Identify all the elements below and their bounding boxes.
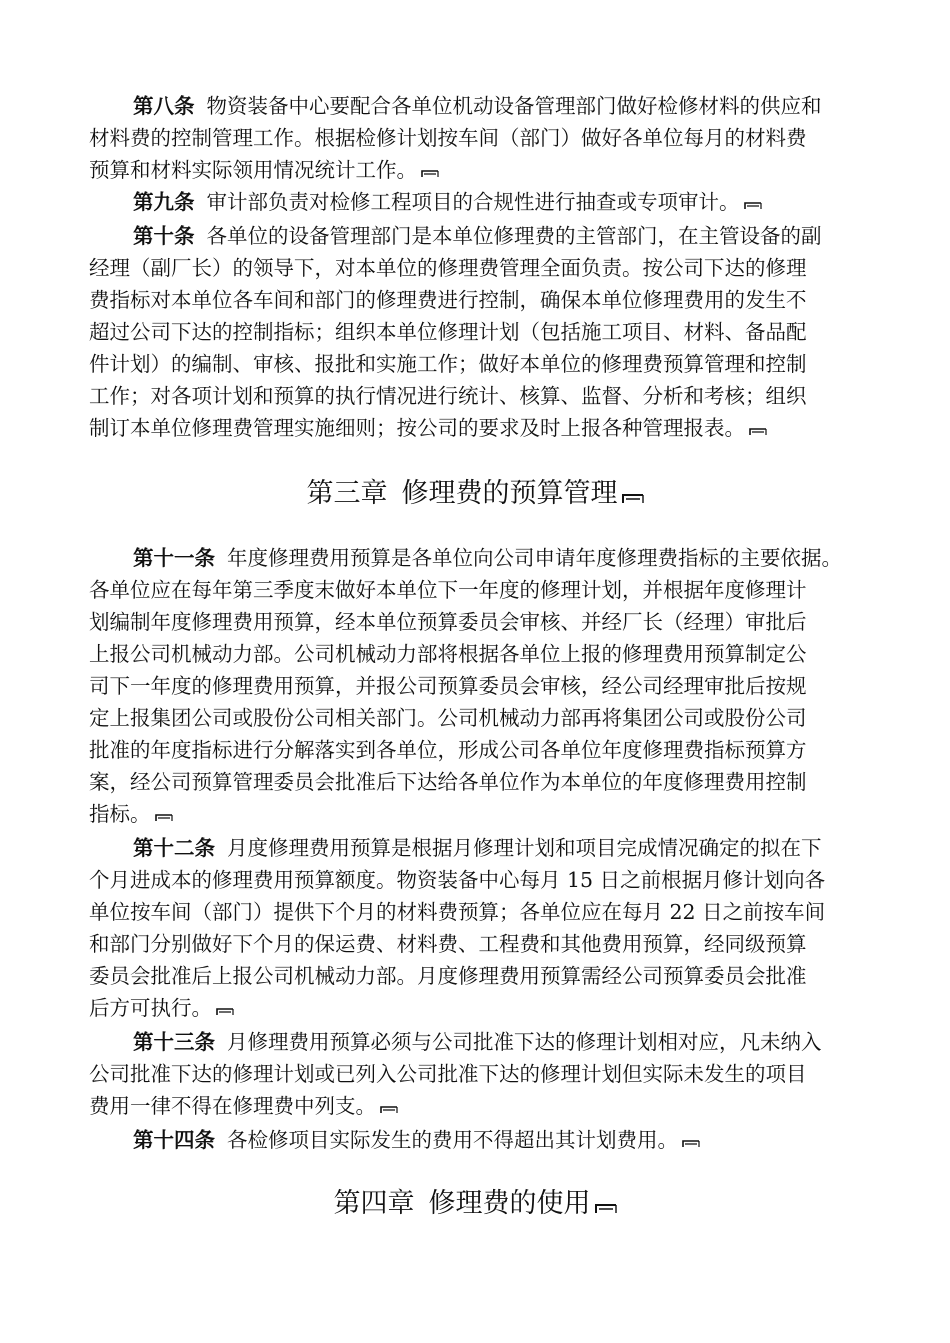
article-11-line-5: [89, 670, 869, 702]
chapter-3-number: 第三章: [306, 478, 388, 509]
article-11-line-3: [89, 606, 869, 638]
article-12-line-4: [89, 928, 869, 960]
article-10-line-5: [89, 348, 869, 380]
article-11-line-9: [89, 798, 869, 830]
paragraph-mark-icon: [421, 169, 439, 178]
article-12-line-1: [133, 832, 913, 864]
article-9-label: 第九条: [133, 190, 195, 214]
article-12-line-5: [89, 960, 869, 992]
article-14-line-1: [133, 1124, 913, 1156]
article-11-text: 年度修理费用预算是各单位向公司申请年度修理费指标的主要依据。: [227, 546, 842, 570]
article-11-label: 第十一条: [133, 546, 215, 570]
article-11-text: 批准的年度指标进行分解落实到各单位，形成公司各单位年度修理费指标预算方: [89, 738, 807, 762]
article-8-text: 预算和材料实际领用情况统计工作。: [89, 158, 417, 182]
article-12-text: 和部门分别做好下个月的保运费、材料费、工程费和其他费用预算，经同级预算: [89, 932, 807, 956]
chapter-3-title: 修理费的预算管理: [401, 478, 618, 509]
article-10-line-2: [89, 252, 869, 284]
article-10-line-4: [89, 316, 869, 348]
paragraph-mark-icon: [749, 427, 767, 436]
article-10-label: 第十条: [133, 224, 195, 248]
article-9-line-1: [133, 186, 913, 218]
chapter-4-title: 修理费的使用: [428, 1188, 591, 1219]
article-13-text: 月修理费用预算必须与公司批准下达的修理计划相对应，凡未纳入: [227, 1030, 822, 1054]
article-12-line-2: [89, 864, 869, 896]
paragraph-mark-icon: [682, 1139, 700, 1148]
article-8-text: 物资装备中心要配合各单位机动设备管理部门做好检修材料的供应和: [206, 94, 822, 118]
article-11-line-4: [89, 638, 869, 670]
article-11-text: 司下一年度的修理费用预算，并报公司预算委员会审核，经公司经理审批后按规: [89, 674, 807, 698]
article-12-line-3: [89, 896, 869, 928]
article-10-text: 件计划）的编制、审核、报批和实施工作；做好本单位的修理费预算管理和控制: [89, 352, 807, 376]
paragraph-mark-icon: [622, 492, 644, 504]
paragraph-mark-icon: [744, 201, 762, 210]
article-12-text: 个月进成本的修理费用预算额度。物资装备中心每月 15 日之前根据月修计划向各: [89, 868, 826, 892]
article-8-line-1: [133, 90, 913, 122]
chapter-3-heading: [0, 474, 950, 514]
article-10-text: 费指标对本单位各车间和部门的修理费进行控制，确保本单位修理费用的发生不: [89, 288, 807, 312]
article-14-label: 第十四条: [133, 1128, 215, 1152]
article-10-text: 经理（副厂长）的领导下，对本单位的修理费管理全面负责。按公司下达的修理: [89, 256, 807, 280]
article-12-text: 委员会批准后上报公司机械动力部。月度修理费用预算需经公司预算委员会批准: [89, 964, 807, 988]
article-12-line-6: [89, 992, 869, 1024]
article-11-text: 上报公司机械动力部。公司机械动力部将根据各单位上报的修理费用预算制定公: [89, 642, 807, 666]
article-10-text: 工作；对各项计划和预算的执行情况进行统计、核算、监督、分析和考核；组织: [89, 384, 807, 408]
chapter-4-heading: [0, 1184, 950, 1224]
article-10-line-7: [89, 412, 869, 444]
article-11-line-6: [89, 702, 869, 734]
article-13-text: 公司批准下达的修理计划或已列入公司批准下达的修理计划但实际未发生的项目: [89, 1062, 807, 1086]
article-13-text: 费用一律不得在修理费中列支。: [89, 1094, 376, 1118]
article-8-line-2: [89, 122, 869, 154]
article-10-text: 各单位的设备管理部门是本单位修理费的主管部门，在主管设备的副: [206, 224, 822, 248]
article-11-line-7: [89, 734, 869, 766]
article-10-text: 超过公司下达的控制指标；组织本单位修理计划（包括施工项目、材料、备品配: [89, 320, 807, 344]
article-8-text: 材料费的控制管理工作。根据检修计划按车间（部门）做好各单位每月的材料费: [89, 126, 807, 150]
article-11-text: 各单位应在每年第三季度末做好本单位下一年度的修理计划，并根据年度修理计: [89, 578, 807, 602]
article-10-text: 制订本单位修理费管理实施细则；按公司的要求及时上报各种管理报表。: [89, 416, 745, 440]
article-11-text: 划编制年度修理费用预算，经本单位预算委员会审核、并经厂长（经理）审批后: [89, 610, 807, 634]
article-12-text: 单位按车间（部门）提供下个月的材料费预算；各单位应在每月 22 日之前按车间: [89, 900, 826, 924]
article-12-text: 月度修理费用预算是根据月修理计划和项目完成情况确定的拟在下: [227, 836, 822, 860]
article-13-line-2: [89, 1058, 869, 1090]
article-11-line-8: [89, 766, 869, 798]
article-13-line-3: [89, 1090, 869, 1122]
article-11-line-1: [133, 542, 913, 574]
paragraph-mark-icon: [155, 813, 173, 822]
article-13-label: 第十三条: [133, 1030, 215, 1054]
article-11-text: 案，经公司预算管理委员会批准后下达给各单位作为本单位的年度修理费用控制: [89, 770, 807, 794]
article-12-text: 后方可执行。: [89, 996, 212, 1020]
article-10-line-3: [89, 284, 869, 316]
chapter-4-number: 第四章: [333, 1188, 415, 1219]
article-10-line-6: [89, 380, 869, 412]
article-14-text: 各检修项目实际发生的费用不得超出其计划费用。: [227, 1128, 678, 1152]
article-11-text: 定上报集团公司或股份公司相关部门。公司机械动力部再将集团公司或股份公司: [89, 706, 807, 730]
article-10-line-1: [133, 220, 913, 252]
article-8-label: 第八条: [133, 94, 195, 118]
paragraph-mark-icon: [216, 1007, 234, 1016]
article-11-line-2: [89, 574, 869, 606]
article-9-text: 审计部负责对检修工程项目的合规性进行抽查或专项审计。: [206, 190, 740, 214]
article-11-text: 指标。: [89, 802, 151, 826]
article-8-line-3: [89, 154, 869, 186]
article-13-line-1: [133, 1026, 913, 1058]
article-12-label: 第十二条: [133, 836, 215, 860]
paragraph-mark-icon: [595, 1202, 617, 1214]
paragraph-mark-icon: [380, 1105, 398, 1114]
